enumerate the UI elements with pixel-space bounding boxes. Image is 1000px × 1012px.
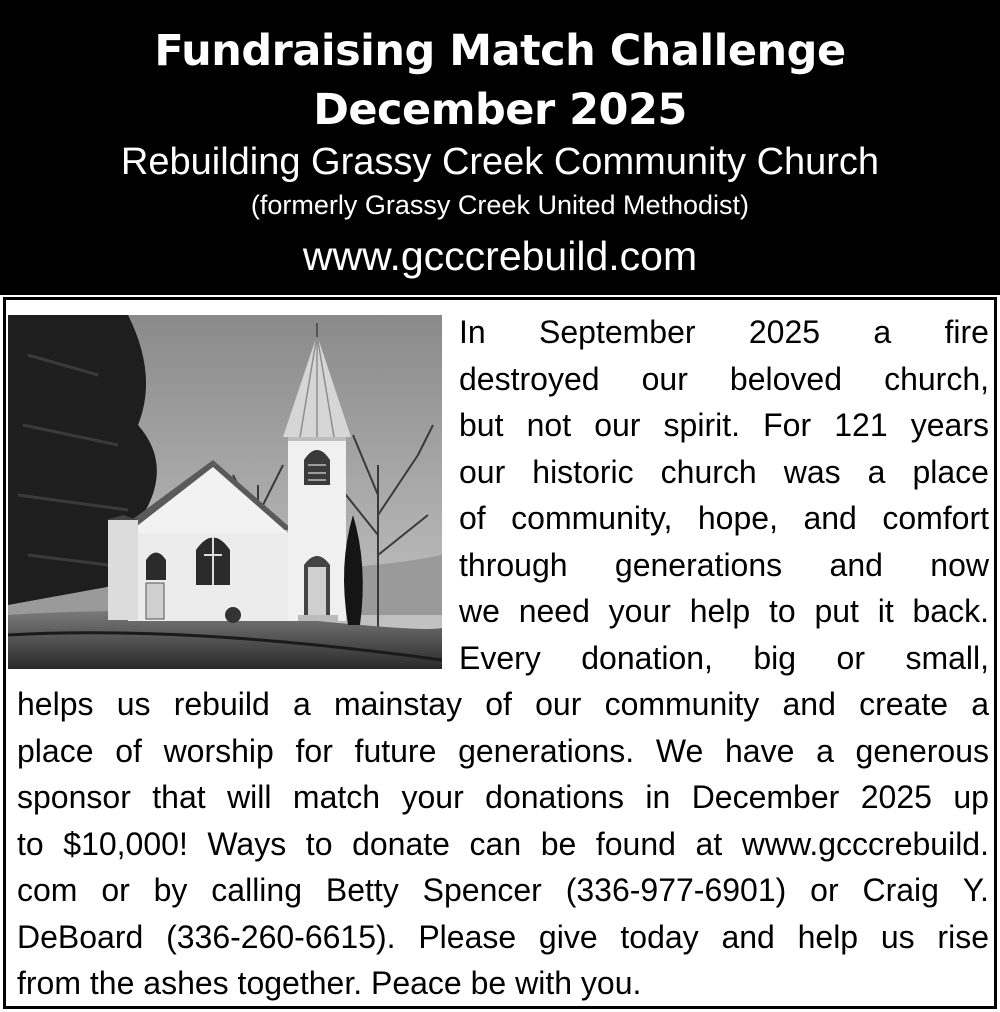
message-line: we need your help to put it back. [459, 593, 989, 629]
website-url[interactable]: www.gcccrebuild.com [302, 233, 698, 279]
message-line: DeBoard (336-260-6615). Please give today and help us rise [17, 918, 989, 955]
message-line: but not our spirit. For 121 years [459, 407, 989, 443]
message-line: helps us rebuild a mainstay of our community and create a [17, 686, 989, 722]
former-name-note: (formerly Grassy Creek United Methodist) [250, 190, 750, 220]
message-line: to $10,000! Ways to donate can be found at www.gcccrebuild. [17, 825, 989, 862]
message-line: from the ashes together. Peace be with you. [17, 965, 642, 1001]
message-line: our historic church was a place [459, 453, 989, 490]
message-line: of community, hope, and comfort [459, 500, 989, 536]
message-paragraph-bottom [17, 681, 989, 1007]
headline-line-2: December 2025 [313, 85, 687, 135]
message-line: place of worship for future generations. We have a generous [17, 732, 989, 769]
message-line: destroyed our beloved church, [459, 360, 989, 397]
message-line: In September 2025 a fire [459, 314, 989, 350]
header-banner [0, 0, 1000, 295]
headline-line-1: Fundraising Match Challenge [154, 26, 846, 76]
message-line: Every donation, big or small, [459, 639, 989, 676]
message-line: sponsor that will match your donations in December 2025 up [17, 779, 989, 815]
subtitle: Rebuilding Grassy Creek Community Church [120, 141, 880, 183]
message-paragraph-top [459, 309, 989, 681]
church-photo [8, 315, 442, 669]
message-line: through generations and now [459, 546, 989, 583]
message-line: com or by calling Betty Spencer (336-977-6901) or Craig Y. [17, 872, 989, 908]
